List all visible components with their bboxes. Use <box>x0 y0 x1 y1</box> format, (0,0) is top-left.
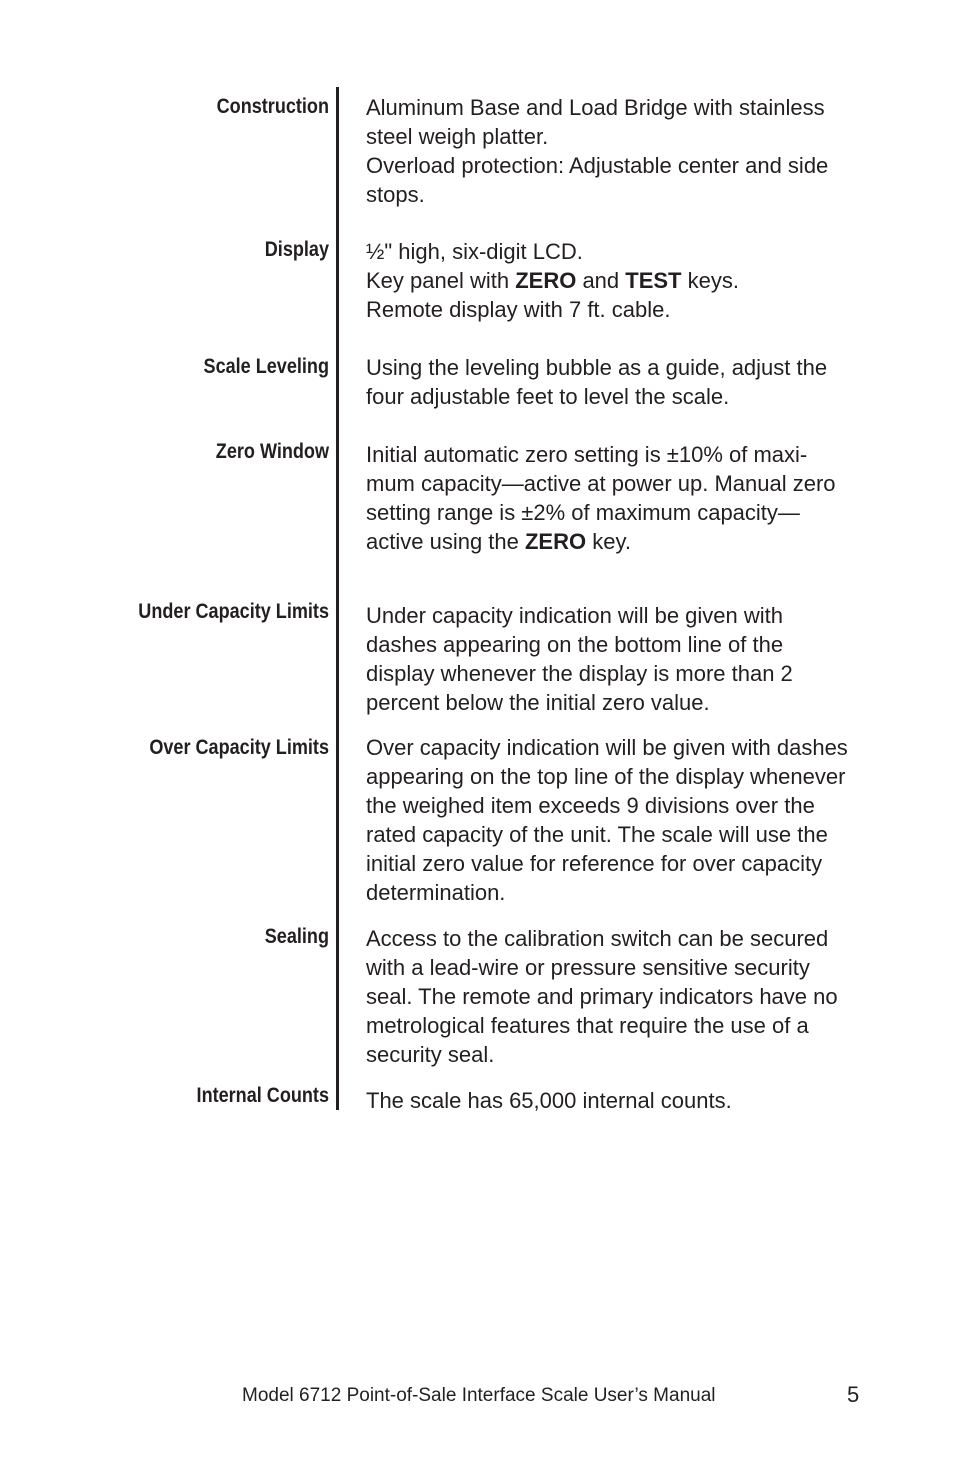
text-line: four adjustable feet to level the scale. <box>366 384 730 409</box>
text-line: ½" high, six-digit LCD. <box>366 239 583 264</box>
test-key-name: TEST <box>625 268 682 293</box>
over-capacity-text <box>366 733 906 907</box>
vertical-divider <box>336 87 339 1110</box>
text-fragment: key. <box>586 529 631 554</box>
text-line: appearing on the top line of the display whenever <box>366 764 846 789</box>
scale-leveling-label: Scale Leveling <box>203 355 329 378</box>
text-line <box>366 266 906 295</box>
text-fragment: and <box>576 268 626 293</box>
text-line: setting range is ±2% of maximum capacity— <box>366 500 800 525</box>
footer-manual-title: Model 6712 Point-of-Sale Interface Scale User’s Manual <box>242 1385 716 1406</box>
text-fragment: Key panel with <box>366 268 516 293</box>
text-line: metrological features that require the use of a <box>366 1013 809 1038</box>
text-line: Using the leveling bubble as a guide, adjust the <box>366 355 828 380</box>
text-line: percent below the initial zero value. <box>366 690 710 715</box>
text-line: display whenever the display is more than 2 <box>366 661 793 686</box>
under-capacity-label: Under Capacity Limits <box>138 600 329 623</box>
text-line: Overload protection: Adjustable center and side <box>366 153 829 178</box>
text-fragment: active using the <box>366 529 525 554</box>
text-line <box>366 527 906 556</box>
text-line: with a lead-wire or pressure sensitive security <box>366 955 810 980</box>
text-line: Over capacity indication will be given with dashes <box>366 735 848 760</box>
text-line: security seal. <box>366 1042 495 1067</box>
text-line: Initial automatic zero setting is ±10% of maxi- <box>366 442 808 467</box>
zero-key-name: ZERO <box>524 529 587 554</box>
page-number: 5 <box>847 1382 860 1407</box>
text-line: Under capacity indication will be given with <box>366 603 783 628</box>
text-line: The scale has 65,000 internal counts. <box>366 1088 732 1113</box>
internal-counts-label: Internal Counts <box>196 1084 329 1107</box>
text-line: stops. <box>366 182 425 207</box>
internal-counts-text <box>366 1086 906 1115</box>
text-fragment: keys. <box>681 268 739 293</box>
display-text <box>366 237 906 324</box>
text-line: steel weigh platter. <box>366 124 549 149</box>
construction-text <box>366 93 906 209</box>
over-capacity-label: Over Capacity Limits <box>149 736 329 759</box>
sealing-text <box>366 924 906 1069</box>
zero-window-label: Zero Window <box>215 440 329 463</box>
text-line: the weighed item exceeds 9 divisions over the <box>366 793 815 818</box>
text-line: Remote display with 7 ft. cable. <box>366 297 671 322</box>
text-line: determination. <box>366 880 506 905</box>
sealing-label: Sealing <box>264 925 329 948</box>
under-capacity-text <box>366 601 906 717</box>
text-line: seal. The remote and primary indicators have no <box>366 984 838 1009</box>
display-label: Display <box>264 238 329 261</box>
text-line: rated capacity of the unit. The scale will use the <box>366 822 828 847</box>
text-line: initial zero value for reference for over capacity <box>366 851 823 876</box>
text-line: Aluminum Base and Load Bridge with stainless <box>366 95 825 120</box>
text-line: dashes appearing on the bottom line of the <box>366 632 784 657</box>
text-line: Access to the calibration switch can be secured <box>366 926 829 951</box>
text-line: mum capacity—active at power up. Manual zero <box>366 471 836 496</box>
construction-label: Construction <box>216 95 329 118</box>
scale-leveling-text <box>366 353 906 411</box>
zero-window-text <box>366 440 906 556</box>
zero-key-name: ZERO <box>515 268 577 293</box>
